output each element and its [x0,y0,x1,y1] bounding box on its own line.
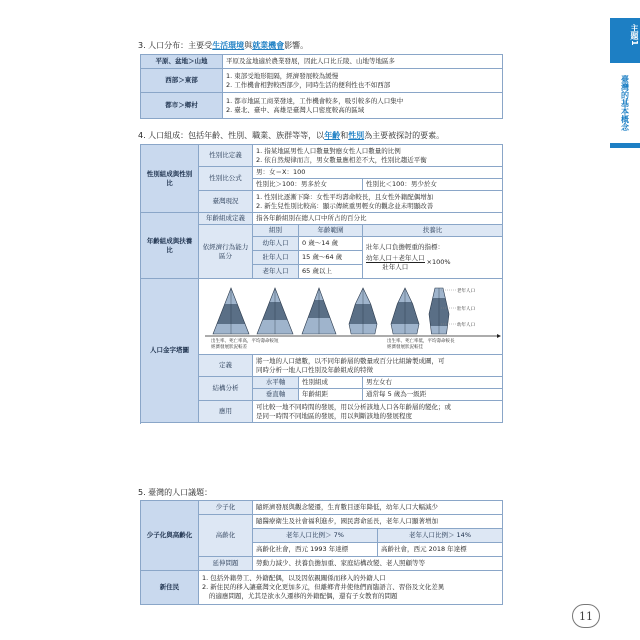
s3-head-e: 影響。 [284,41,309,50]
s4-head-a: 4. 人口組成：包括年齡、性別、職業、族群等等，以 [138,131,325,140]
v-axis-a: 年齡組距 [299,389,363,401]
h-axis-key: 水平軸 [253,377,299,389]
age-range-adult: 15 歲～64 歲 [299,251,363,265]
new-resident-key: 新住民 [141,571,199,605]
newborn-ratio-highlight: 新生兒性別比較高 [264,201,317,210]
pyramid-chart [201,284,500,350]
chapter-title: 臺灣的基本概念 [610,63,640,143]
age-col-dep: 扶養比 [363,225,503,237]
page-number: 11 [572,604,600,628]
ext-key: 延伸問題 [199,557,253,571]
age-range-young: 0 歲～14 歲 [299,237,363,251]
h-axis-a: 性別組成 [299,377,363,389]
age-range-old: 65 歲以上 [299,265,363,279]
legend-old: 老年人口 [457,288,475,294]
dep-numerator: 幼年人口＋老年人口 [366,253,425,262]
age-def-key: 年齡組成定義 [199,213,253,225]
aging-group-label: 少子化與高齡化 [141,501,199,571]
dist-val-1: 平原及盆地適於農業發展，因此人口比丘陵、山地等地區多 [223,55,503,69]
aging-left-val: 高齡化社會，西元 1993 年達標 [253,543,378,557]
aging-right-val: 高齡社會，西元 2018 年達標 [378,543,503,557]
pyr-def-val: 將一地的人口總數，以不同年齡層的數量或百分比組繪製成圖，可 同時分析一地人口性別及年齡組成的特徵 [253,355,503,377]
v-axis-key: 垂直軸 [253,389,299,401]
dep-percent: ×100% [426,258,451,267]
composition-table [140,144,503,423]
sex-def-val: 1. 指某地區男性人口數量對應女性人口數量的比例 2. 依自然規律而言，男女數量應相差不大，性別比趨近平衡 [253,145,503,167]
low-birth-val: 隨經濟發展與觀念變遷，生育數目逐年降低，幼年人口大幅減少 [253,501,503,515]
sex-tw-val: 1. 性別比逐漸下降：女性平均壽命較長，且女性外籍配偶增加 2. 新生兒性別比較高：顯示傳統重男輕女的觀念並未明顯改善 [253,191,503,213]
chapter-tab [610,18,640,148]
age-group-adult: 壯年人口 [253,251,299,265]
note-left-sub: 經濟發展狀況較差 [211,344,247,350]
age-group-label: 年齡組成與扶養比 [141,213,199,279]
sex-formula-key: 性別比公式 [199,167,253,191]
pyramid-axis-arrow [497,334,501,338]
aging-key: 高齡化 [199,515,253,557]
aging-left-head: 老年人口比例＞ 7% [253,529,378,543]
aging-right-head: 老年人口比例＞ 14% [378,529,503,543]
s3-head-d: 就業機會 [252,41,285,50]
pyr-use-val: 可比較一地不同時間的發展，用以分析該地人口各年齡層的變化；或 是同一時間不同地區的發展，用以判斷該地的發展程度 [253,401,503,423]
note-left: 出生率、死亡率高，平均壽命較短 [211,338,279,344]
sex-tw-key: 臺灣現況 [199,191,253,213]
pyr-use-key: 應用 [199,401,253,423]
s4-head-b: 年齡 [324,131,341,140]
age-group-young: 幼年人口 [253,237,299,251]
section-4-heading [138,130,444,141]
sex-formula-right: 性別比＜100：男少於女 [363,179,503,191]
h-axis-b: 男左女右 [363,377,503,389]
sex-formula-val: 男：女＝X：100 [253,167,503,179]
pyramid-group-label: 人口金字塔圖 [141,279,199,423]
s4-head-d: 性別 [348,131,365,140]
dist-key-1: 平原、盆地＞山地 [141,55,223,69]
age-col-group: 組別 [253,225,299,237]
age-econ-key: 依經濟行為能力區分 [199,225,253,279]
legend-mid: 壯年人口 [457,306,475,312]
pyr-struct-key: 結構分析 [199,377,253,401]
section-5-heading: 5. 臺灣的人口議題： [138,488,213,497]
age-group-old: 老年人口 [253,265,299,279]
ext-val: 勞動力減少、扶養負擔加重、家庭結構改變、老人照顧等等 [253,557,503,571]
s4-head-c: 和 [340,131,349,140]
dist-key-2: 西部＞東部 [141,69,223,93]
sex-def-key: 性別比定義 [199,145,253,167]
s4-head-e: 為主要被探討的要素。 [364,131,445,140]
dist-val-3: 1. 都市地區工商業發達，工作機會較多，吸引較多的人口集中 2. 臺北、臺中、高雄是臺灣人口密度較高的區域 [223,93,503,119]
dep-denominator: 壯年人口 [382,263,409,272]
distribution-table [140,54,503,119]
sex-group-label: 性別組成與性別比 [141,145,199,213]
pyramid-svg [201,284,501,350]
dist-key-3: 都市＞鄉村 [141,93,223,119]
s3-head-a: 3. 人口分布：主要受 [138,41,213,50]
new-resident-val: 1. 包括外籍勞工、外籍配偶，以及因依親關係而移入的外籍人口 2. 新住民的移入讓臺灣文化更加多元，但離鄉背井使他們面臨語言、習俗及文化差異 的適應問題，尤其是欲永久遷移的外籍配偶，還有子女教育的問題 [199,571,503,605]
note-right: 出生率、死亡率低，平均壽命較長 [387,338,455,344]
s3-head-c: 與 [244,41,253,50]
dist-val-2: 1. 東部受地形阻隔，經濟發展較為緩慢 2. 工作機會相對較西部少，同時生活的便利性也不如西部 [223,69,503,93]
age-def-val: 指各年齡組別在總人口中所占的百分比 [253,213,503,225]
s3-head-b: 生活環境 [212,41,245,50]
pyr-def-key: 定義 [199,355,253,377]
pyramid-chart-cell [199,279,503,355]
legend-young: 幼年人口 [457,322,475,328]
section-3-heading [138,40,308,51]
aging-val: 隨醫療衛生及社會福利進步，國民壽命延長，老年人口顯著增加 [253,515,503,529]
issues-table [140,500,503,605]
chapter-topic: 主題1 [630,24,639,46]
v-axis-b: 通常每 5 歲為一級距 [363,389,503,401]
age-col-range: 年齡範圍 [299,225,363,237]
sex-formula-left: 性別比＞100：男多於女 [253,179,363,191]
low-birth-key: 少子化 [199,501,253,515]
dependency-formula: 壯年人口負擔輕重的指標： 幼年人口＋老年人口 壯年人口 ×100% [363,237,503,279]
note-right-sub: 經濟發展狀況較佳 [387,344,423,350]
